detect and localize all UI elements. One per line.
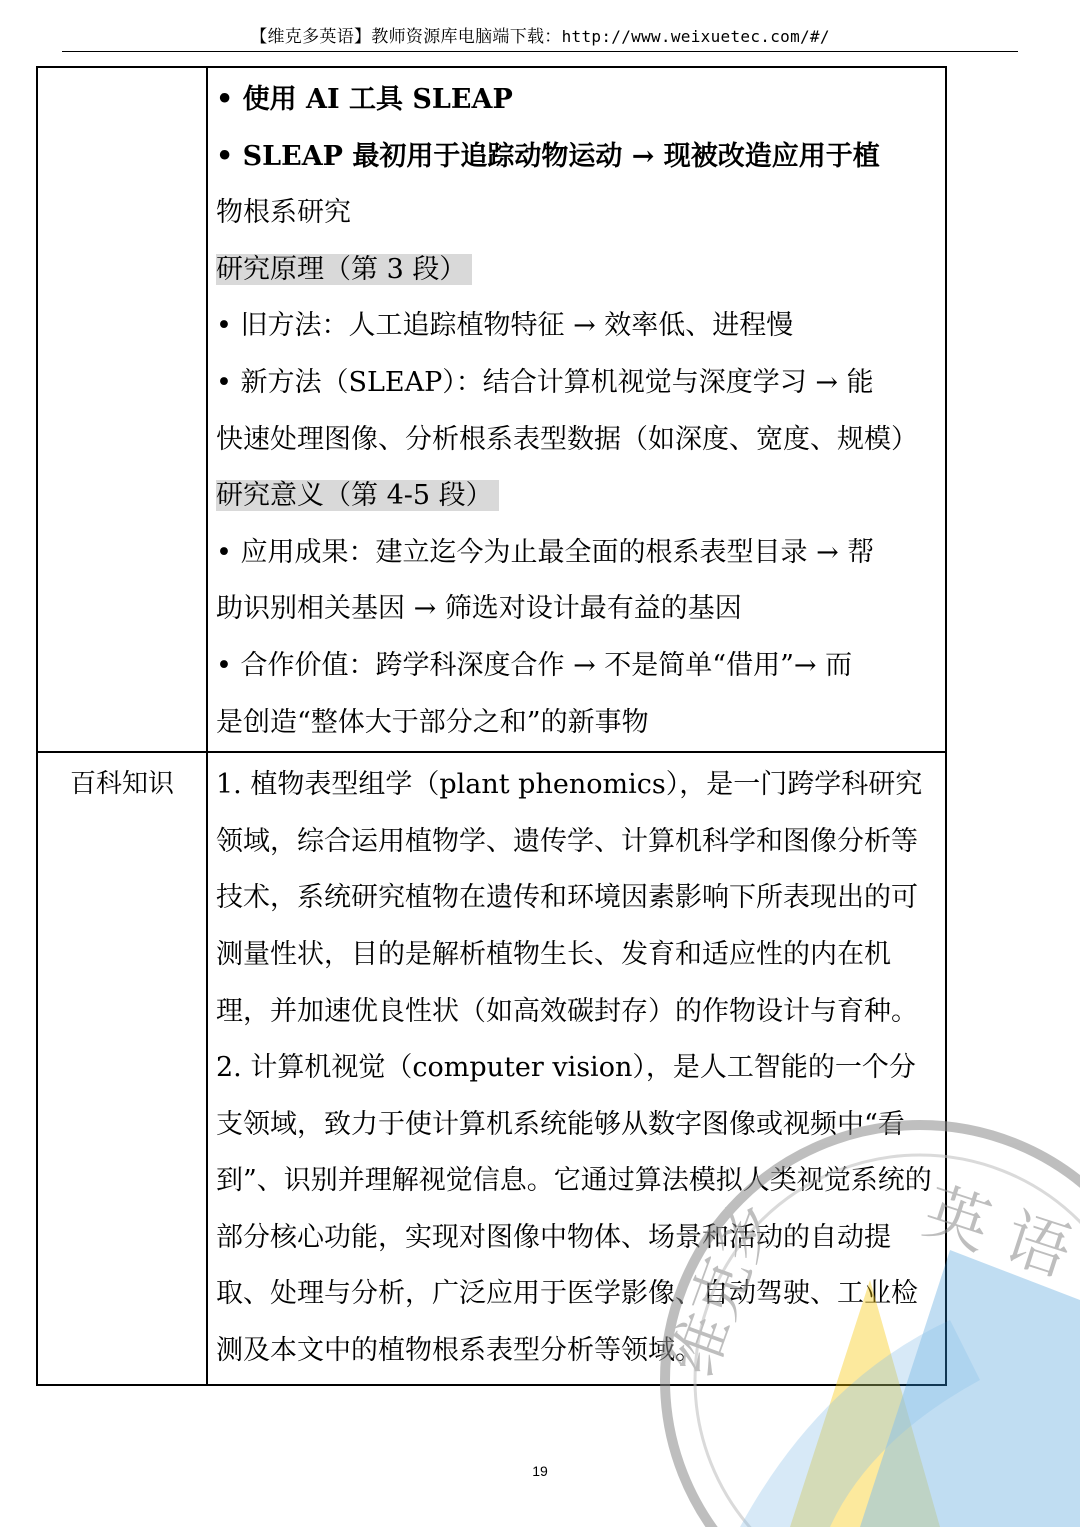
bullet-line: 助识别相关基因 → 筛选对设计最有益的基因 <box>216 593 742 625</box>
bullet-line: 是创造“整体大于部分之和”的新事物 <box>216 706 649 738</box>
bullet-line: • 新方法（SLEAP）：结合计算机视觉与深度学习 → 能 <box>216 366 874 398</box>
header-prefix: 【维克多英语】教师资源库电脑端下载： <box>250 27 562 47</box>
page-number: 19 <box>532 1463 548 1479</box>
header-url[interactable]: http://www.weixuetec.com/#/ <box>561 27 830 46</box>
table-row <box>37 752 946 1385</box>
bullet-line: • 使用 AI 工具 SLEAP <box>216 84 513 115</box>
content-table <box>36 66 947 1386</box>
bullet-line: • SLEAP 最初用于追踪动物运动 → 现被改造应用于植 <box>216 140 880 172</box>
encyclopedia-paragraph-1: 1. 植物表型组学（plant phenomics），是一门跨学科研究领域，综合运用植物学、遗传学、计算机科学和图像分析等技术，系统研究植物在遗传和环境因素影响下所表现出的可测量性状，目的是解析植物生长、发育和适应性的内在机理，并加速优良性状（如高效碳封存）的作物设计与育种。 <box>216 769 923 1027</box>
row-content-cell <box>207 67 946 752</box>
section-title-line <box>216 468 939 525</box>
row-content-cell <box>207 752 946 1385</box>
svg-text:维克多: 维克多 <box>658 1192 786 1386</box>
bullet-line: 快速处理图像、分析根系表型数据（如深度、宽度、规模） <box>216 423 918 455</box>
encyclopedia-paragraph-2: 2. 计算机视觉（computer vision），是人工智能的一个分支领域，致力于使计算机系统能够从数字图像或视频中“看到”、识别并理解视觉信息。它通过算法模拟人类视觉系统的部分核心功能，实现对图像中物体、场景和活动的自动提取、处理与分析，广泛应用于医学影像、自动驾驶、工业检测及本文中的植物根系表型分析等领域。 <box>216 1052 932 1367</box>
table-row <box>37 67 946 752</box>
section-title-line <box>216 242 939 299</box>
row-label-encyclopedia: 百科知识 <box>69 769 174 800</box>
bullet-line: • 旧方法：人工追踪植物特征 → 效率低、进程慢 <box>216 310 794 342</box>
section-title-principle: 研究原理（第 3 段） <box>216 254 472 285</box>
svg-text:英 语: 英 语 <box>915 1174 1080 1292</box>
bullet-line: • 应用成果：建立迄今为止最全面的根系表型目录 → 帮 <box>216 536 875 568</box>
bullet-line: 物根系研究 <box>216 197 351 229</box>
header-divider <box>62 51 1018 52</box>
row-label-cell <box>37 752 207 1385</box>
page-header <box>0 22 1080 47</box>
row-label-cell <box>37 67 207 752</box>
section-title-significance: 研究意义（第 4-5 段） <box>216 480 499 511</box>
bullet-line: • 合作价值：跨学科深度合作 → 不是简单“借用”→ 而 <box>216 649 853 681</box>
